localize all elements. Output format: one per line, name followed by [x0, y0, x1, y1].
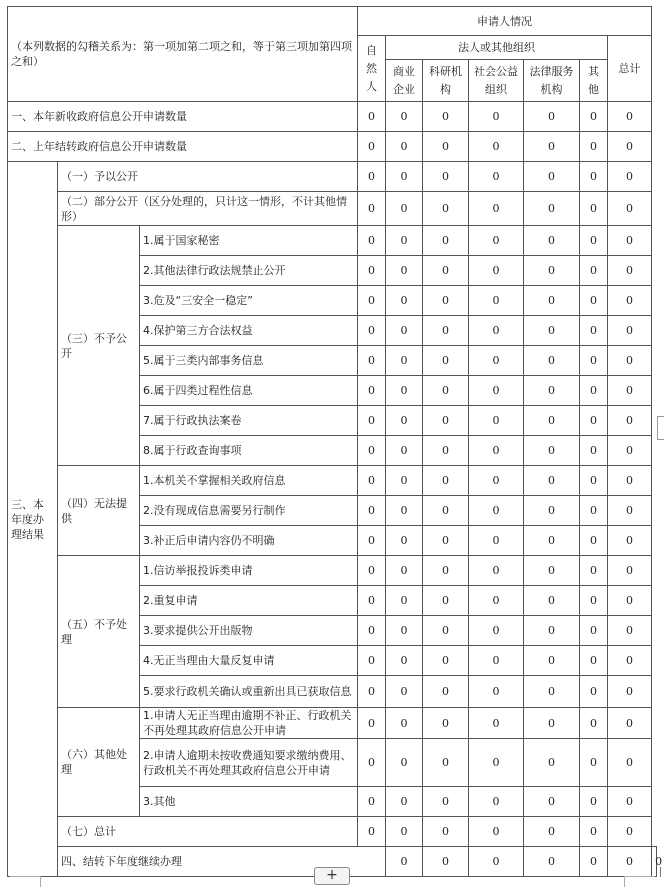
value-cell: 0 [469, 739, 524, 787]
sub-item-label: 4.保护第三方合法权益 [140, 316, 358, 346]
value-cell: 0 [608, 586, 652, 616]
value-cell: 0 [469, 586, 524, 616]
value-cell: 0 [358, 817, 386, 847]
value-cell: 0 [469, 616, 524, 646]
table-row [8, 192, 657, 226]
value-cell: 0 [358, 286, 386, 316]
value-cell: 0 [423, 256, 469, 286]
business-header: 商业企业 [386, 60, 423, 102]
row-label: 一、本年新收政府信息公开申请数量 [8, 102, 358, 132]
value-cell: 0 [580, 526, 608, 556]
value-cell: 0 [608, 192, 652, 226]
table-row [8, 102, 657, 132]
value-cell: 0 [386, 406, 423, 436]
value-cell: 0 [358, 466, 386, 496]
value-cell: 0 [358, 162, 386, 192]
value-cell: 0 [524, 286, 580, 316]
value-cell: 0 [358, 676, 386, 708]
header-note: （本列数据的勾稽关系为：第一项加第二项之和，等于第三项加第四项之和） [8, 7, 358, 102]
value-cell: 0 [423, 556, 469, 586]
value-cell: 0 [524, 226, 580, 256]
value-cell: 0 [469, 286, 524, 316]
value-cell: 0 [386, 256, 423, 286]
sub-item-label: 1.信访举报投诉类申请 [140, 556, 358, 586]
value-cell: 0 [524, 466, 580, 496]
value-cell: 0 [469, 376, 524, 406]
value-cell: 0 [358, 256, 386, 286]
value-cell: 0 [580, 708, 608, 739]
value-cell: 0 [469, 708, 524, 739]
value-cell: 0 [524, 526, 580, 556]
value-cell: 0 [608, 646, 652, 676]
sub-item-label: 3.危及“三安全一稳定” [140, 286, 358, 316]
value-cell: 0 [386, 556, 423, 586]
value-cell: 0 [386, 496, 423, 526]
other-header: 其他 [580, 60, 608, 102]
value-cell: 0 [358, 787, 386, 817]
value-cell: 0 [386, 676, 423, 708]
sub-item-label: 2.没有现成信息需要另行制作 [140, 496, 358, 526]
value-cell: 0 [423, 586, 469, 616]
table-row [8, 466, 657, 496]
value-cell: 0 [423, 132, 469, 162]
value-cell: 0 [386, 616, 423, 646]
value-cell: 0 [524, 787, 580, 817]
value-cell: 0 [608, 676, 652, 708]
value-cell: 0 [386, 708, 423, 739]
value-cell: 0 [423, 646, 469, 676]
group-label: （四）无法提供 [58, 466, 140, 556]
value-cell: 0 [423, 102, 469, 132]
value-cell: 0 [580, 436, 608, 466]
sub-item-label: 2.重复申请 [140, 586, 358, 616]
value-cell: 0 [386, 162, 423, 192]
value-cell: 0 [608, 466, 652, 496]
value-cell: 0 [423, 676, 469, 708]
value-cell: 0 [580, 226, 608, 256]
value-cell: 0 [358, 708, 386, 739]
value-cell: 0 [386, 286, 423, 316]
edge-divider [660, 867, 665, 877]
value-cell: 0 [423, 406, 469, 436]
value-cell: 0 [608, 616, 652, 646]
value-cell: 0 [524, 316, 580, 346]
value-cell: 0 [358, 739, 386, 787]
value-cell: 0 [524, 436, 580, 466]
value-cell: 0 [358, 406, 386, 436]
value-cell: 0 [386, 646, 423, 676]
value-cell: 0 [524, 556, 580, 586]
value-cell: 0 [386, 466, 423, 496]
sub-item-label: 8.属于行政查询事项 [140, 436, 358, 466]
value-cell: 0 [386, 847, 423, 877]
value-cell: 0 [608, 436, 652, 466]
sub-item-label: 2.申请人逾期未按收费通知要求缴纳费用、行政机关不再处理其政府信息公开申请 [140, 739, 358, 787]
value-cell: 0 [608, 787, 652, 817]
group-label: （五）不予处理 [58, 556, 140, 708]
value-cell: 0 [524, 676, 580, 708]
value-cell: 0 [469, 162, 524, 192]
value-cell: 0 [469, 676, 524, 708]
value-cell: 0 [358, 586, 386, 616]
value-cell: 0 [386, 316, 423, 346]
value-cell: 0 [524, 376, 580, 406]
legal-service-header: 法律服务机构 [524, 60, 580, 102]
value-cell: 0 [423, 162, 469, 192]
value-cell: 0 [580, 286, 608, 316]
value-cell: 0 [469, 646, 524, 676]
value-cell: 0 [386, 526, 423, 556]
sub-item-label: 2.其他法律行政法规禁止公开 [140, 256, 358, 286]
value-cell: 0 [580, 496, 608, 526]
value-cell: 0 [580, 739, 608, 787]
value-cell: 0 [524, 847, 580, 877]
value-cell: 0 [524, 586, 580, 616]
value-cell: 0 [652, 847, 657, 877]
value-cell: 0 [580, 817, 608, 847]
value-cell: 0 [358, 192, 386, 226]
value-cell: 0 [580, 132, 608, 162]
natural-person-header: 自然人 [358, 36, 386, 102]
value-cell: 0 [580, 192, 608, 226]
sub-item-label: 3.补正后申请内容仍不明确 [140, 526, 358, 556]
value-cell: 0 [358, 102, 386, 132]
legal-group-header: 法人或其他组织 [386, 36, 608, 60]
value-cell: 0 [608, 316, 652, 346]
value-cell: 0 [358, 436, 386, 466]
value-cell: 0 [524, 192, 580, 226]
value-cell: 0 [608, 708, 652, 739]
value-cell: 0 [423, 286, 469, 316]
value-cell: 0 [423, 739, 469, 787]
value-cell: 0 [580, 556, 608, 586]
value-cell: 0 [608, 102, 652, 132]
value-cell: 0 [580, 102, 608, 132]
row-label: （七）总计 [58, 817, 358, 847]
value-cell: 0 [608, 226, 652, 256]
value-cell: 0 [524, 646, 580, 676]
value-cell: 0 [423, 787, 469, 817]
applicant-status-header: 申请人情况 [358, 7, 652, 36]
sub-item-label: 1.申请人无正当理由逾期不补正、行政机关不再处理其政府信息公开申请 [140, 708, 358, 739]
value-cell: 0 [608, 162, 652, 192]
value-cell: 0 [469, 466, 524, 496]
research-header: 科研机构 [423, 60, 469, 102]
value-cell: 0 [423, 436, 469, 466]
value-cell: 0 [423, 376, 469, 406]
value-cell: 0 [423, 466, 469, 496]
value-cell: 0 [469, 256, 524, 286]
value-cell: 0 [386, 132, 423, 162]
value-cell: 0 [608, 132, 652, 162]
value-cell: 0 [608, 286, 652, 316]
value-cell: 0 [608, 256, 652, 286]
value-cell: 0 [469, 847, 524, 877]
value-cell: 0 [524, 132, 580, 162]
value-cell: 0 [469, 346, 524, 376]
value-cell: 0 [580, 256, 608, 286]
value-cell: 0 [469, 436, 524, 466]
value-cell: 0 [580, 586, 608, 616]
value-cell: 0 [469, 406, 524, 436]
value-cell: 0 [358, 376, 386, 406]
sub-item-label: 6.属于四类过程性信息 [140, 376, 358, 406]
sub-item-label: 1.本机关不掌握相关政府信息 [140, 466, 358, 496]
value-cell: 0 [524, 817, 580, 847]
table-row [8, 132, 657, 162]
table-row [8, 226, 657, 256]
value-cell: 0 [580, 466, 608, 496]
value-cell: 0 [358, 226, 386, 256]
value-cell: 0 [469, 102, 524, 132]
row-label: 二、上年结转政府信息公开申请数量 [8, 132, 358, 162]
group-label: （六）其他处理 [58, 708, 140, 817]
value-cell: 0 [423, 526, 469, 556]
value-cell: 0 [386, 586, 423, 616]
social-header: 社会公益组织 [469, 60, 524, 102]
value-cell: 0 [524, 739, 580, 787]
value-cell: 0 [358, 526, 386, 556]
value-cell: 0 [608, 556, 652, 586]
value-cell: 0 [580, 787, 608, 817]
value-cell: 0 [608, 346, 652, 376]
value-cell: 0 [386, 436, 423, 466]
value-cell: 0 [423, 496, 469, 526]
value-cell: 0 [358, 616, 386, 646]
value-cell: 0 [469, 316, 524, 346]
value-cell: 0 [580, 316, 608, 346]
value-cell: 0 [423, 226, 469, 256]
value-cell: 0 [469, 226, 524, 256]
value-cell: 0 [469, 132, 524, 162]
total-header: 总计 [608, 36, 652, 102]
value-cell: 0 [580, 346, 608, 376]
value-cell: 0 [358, 496, 386, 526]
value-cell: 0 [580, 376, 608, 406]
group-label: （三）不予公开 [58, 226, 140, 466]
sub-item-label: 4.无正当理由大量反复申请 [140, 646, 358, 676]
value-cell: 0 [386, 192, 423, 226]
scroll-handle[interactable] [657, 416, 664, 440]
sub-item-label: 5.要求行政机关确认或重新出具已获取信息 [140, 676, 358, 708]
value-cell: 0 [524, 496, 580, 526]
value-cell: 0 [386, 226, 423, 256]
value-cell: 0 [580, 676, 608, 708]
row-label: （一）予以公开 [58, 162, 358, 192]
value-cell: 0 [358, 346, 386, 376]
value-cell: 0 [386, 817, 423, 847]
value-cell: 0 [469, 526, 524, 556]
section-label: 三、本年度办理结果 [8, 162, 58, 877]
value-cell: 0 [608, 376, 652, 406]
value-cell: 0 [580, 162, 608, 192]
value-cell: 0 [386, 376, 423, 406]
value-cell: 0 [423, 346, 469, 376]
value-cell: 0 [469, 496, 524, 526]
value-cell: 0 [386, 346, 423, 376]
value-cell: 0 [608, 847, 652, 877]
value-cell: 0 [386, 102, 423, 132]
row-label: 四、结转下年度继续办理 [58, 847, 386, 877]
value-cell: 0 [608, 739, 652, 787]
value-cell: 0 [524, 102, 580, 132]
sub-item-label: 3.要求提供公开出版物 [140, 616, 358, 646]
value-cell: 0 [358, 132, 386, 162]
row-label: （二）部分公开（区分处理的，只计这一情形，不计其他情形） [58, 192, 358, 226]
value-cell: 0 [423, 708, 469, 739]
sub-item-label: 7.属于行政执法案卷 [140, 406, 358, 436]
value-cell: 0 [423, 316, 469, 346]
sub-item-label: 5.属于三类内部事务信息 [140, 346, 358, 376]
government-info-disclosure-table [7, 6, 663, 877]
value-cell: 0 [386, 739, 423, 787]
value-cell: 0 [580, 646, 608, 676]
value-cell: 0 [524, 256, 580, 286]
value-cell: 0 [524, 162, 580, 192]
value-cell: 0 [524, 406, 580, 436]
value-cell: 0 [358, 646, 386, 676]
value-cell: 0 [386, 787, 423, 817]
table-row [8, 162, 657, 192]
value-cell: 0 [469, 192, 524, 226]
value-cell: 0 [580, 406, 608, 436]
value-cell: 0 [423, 817, 469, 847]
value-cell: 0 [580, 616, 608, 646]
value-cell: 0 [358, 316, 386, 346]
add-button[interactable]: + [314, 867, 350, 885]
sub-item-label: 3.其他 [140, 787, 358, 817]
value-cell: 0 [608, 406, 652, 436]
page-corner-right [624, 876, 655, 887]
value-cell: 0 [608, 496, 652, 526]
value-cell: 0 [469, 787, 524, 817]
value-cell: 0 [524, 616, 580, 646]
value-cell: 0 [423, 847, 469, 877]
value-cell: 0 [469, 556, 524, 586]
value-cell: 0 [423, 616, 469, 646]
table-row [8, 817, 657, 847]
page-corner-left [10, 876, 41, 887]
table-row [8, 556, 657, 586]
sub-item-label: 1.属于国家秘密 [140, 226, 358, 256]
value-cell: 0 [524, 708, 580, 739]
value-cell: 0 [608, 817, 652, 847]
value-cell: 0 [608, 526, 652, 556]
value-cell: 0 [423, 192, 469, 226]
table-row [8, 708, 657, 739]
value-cell: 0 [358, 556, 386, 586]
value-cell: 0 [580, 847, 608, 877]
value-cell: 0 [469, 817, 524, 847]
value-cell: 0 [524, 346, 580, 376]
